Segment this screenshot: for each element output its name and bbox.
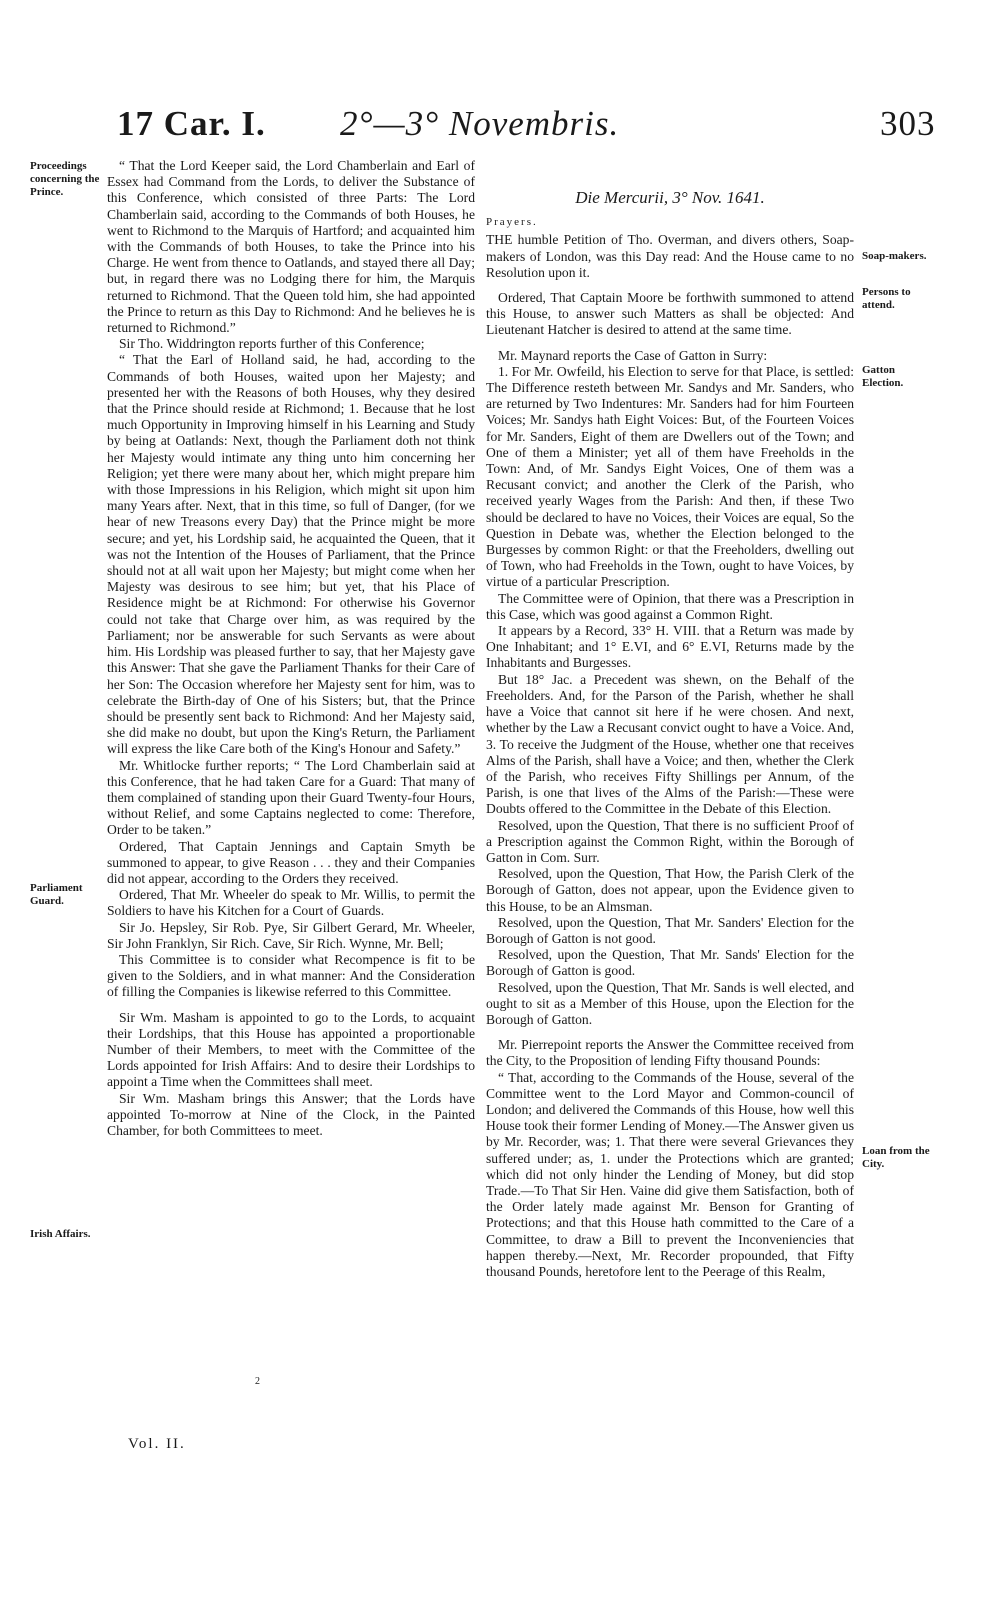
paragraph: Resolved, upon the Question, That Mr. Sands' Election for the Borough of Gatton is good. — [486, 947, 854, 979]
paragraph: “ That the Earl of Holland said, he had, according to the Commands of both Houses, waited upon her Majesty; and presented her with the Reasons of both Houses, why they desired that the Prince should reside at Richmond; 1. Because that he lost much Opportunity in Improving himself in his Learning and Study by being at Oatlands: Next, though the Parliament doth not think her Majesty would intimate any thing unto him concerning her Religion; yet there were many about her, which might prepare him with those Impressions in his Religion, which might sit upon him many Years after. Next, that in this time, so full of Danger, (for we hear of new Treasons every Day) that the Prince might be more secure; and yet, his Lordship said, he acquainted the Queen, that it was not the Intention of the Houses of Parliament, that the Prince should not at all wait upon her Majesty; but might come when her Majesty was desirous to see him; but yet, that his Place of Residence might be at Richmond: For otherwise his Governor could not take that Charge over him, as was required by the Parliament; nor be answerable for such Servants as were about him. His Lordship was pleased further to say, that her Majesty gave this Answer: That she gave the Parliament Thanks for their Care of her Son: The Occasion wherefore her Majesty sent for him, was to celebrate the Birth-day of One of his Sisters; but, that the Prince should be presently sent back to Richmond: And her Majesty said, she did make no doubt, but upon the King's Return, the Parliament will express the like Care both of the King's Honour and Safety.” — [107, 352, 475, 757]
paragraph: Sir Jo. Hepsley, Sir Rob. Pye, Sir Gilbert Gerard, Mr. Wheeler, Sir John Franklyn, Sir Rich. Cave, Sir Rich. Wynne, Mr. Bell; — [107, 919, 475, 951]
paragraph: Resolved, upon the Question, That How, the Parish Clerk of the Borough of Gatton, does not appear, upon the Evidence given to this House, to be an Almsman. — [486, 866, 854, 914]
paragraph: The Committee were of Opinion, that there was a Prescription in this Case, which was good against a Common Right. — [486, 590, 854, 622]
margin-note-proceedings: Proceedings concerning the Prince. — [30, 160, 100, 198]
paragraph: This Committee is to consider what Recompence is fit to be given to the Soldiers, and in what manner: And the Consideration of filling the Companies is likewise referred to this Committee. — [107, 951, 475, 1000]
margin-note-irish-affairs: Irish Affairs. — [30, 1228, 91, 1240]
paragraph: “ That, according to the Commands of the House, several of the Committee went to the Lord Mayor and Common-council of London; and delivered the Commands of this House, how well this House took their former Lending of Money.—The Answer given us by Mr. Recorder, was; 1. That there were several Grievances they suffered under; as, 1. under the Protections which are granted; which did not only hinder the Lending of Money, but did stop Trade.—To That Sir Hen. Vaine did give them Satisfaction, both of the Order lately made against Mr. Benson for Granting of Protections; and that this House hath committed to the Care of a Committee, to draw a Bill to prevent the Inconveniencies that happen thereby.—Next, Mr. Recorder propounded, that Fifty thousand Pounds, heretofore lent to the Peerage of this Realm, — [486, 1069, 854, 1279]
paragraph: Ordered, That Mr. Wheeler do speak to Mr. Willis, to permit the Soldiers to have his Kitchen for a Court of Guards. — [107, 887, 475, 919]
right-column — [486, 176, 854, 1280]
paragraph: Resolved, upon the Question, That Mr. Sands is well elected, and ought to sit as a Member of this House, upon the Election for the Borough of Gatton. — [486, 979, 854, 1027]
paragraph: Ordered, That Captain Moore be forthwith summoned to attend this House, to answer such Matters as shall be objected: And Lieutenant Hatcher is desired to attend at the same time. — [486, 290, 854, 338]
paragraph: Sir Wm. Masham brings this Answer; that the Lords have appointed To-morrow at Nine of the Clock, in the Painted Chamber, for both Committees to meet. — [107, 1090, 475, 1138]
date-heading: Die Mercurii, 3° Nov. 1641. — [575, 188, 765, 207]
paragraph: Resolved, upon the Question, That Mr. Sanders' Election for the Borough of Gatton is not good. — [486, 914, 854, 946]
paragraph: Ordered, That Captain Jennings and Captain Smyth be summoned to appear, to give Reason . . . they and their Companies did not appear, according to the Orders they received. — [107, 838, 475, 886]
margin-note-parliament-guard: Parliament Guard. — [30, 882, 83, 907]
paragraph: Resolved, upon the Question, That there is no sufficient Proof of a Prescription against the Common Right, within the Borough of Gatton in Com. Surr. — [486, 817, 854, 865]
paragraph: Mr. Whitlocke further reports; “ The Lord Chamberlain said at this Conference, that he had taken Care for a Guard: That many of them complained of standing upon their Guard Twenty-four Hours, without Relief, and some Captains neglected to come: Therefore, Order to be taken.” — [107, 757, 475, 838]
paragraph: THE humble Petition of Tho. Overman, and divers others, Soap-makers of London, was this Day read: And the House came to no Resolution upon it. — [486, 232, 854, 280]
left-column — [107, 158, 475, 1139]
margin-note-soap-makers: Soap-makers. — [862, 250, 927, 262]
paragraph: 1. For Mr. Owfeild, his Election to serve for that Place, is settled: The Difference resteth between Mr. Sandys and Mr. Sanders, who are returned by Two Indentures: Mr. Sanders had for him Fourteen Voices; Mr. Sandys hath Eight Voices: But, of the Fourteen Voices for Mr. Sanders, Eight of them are Dwellers out of the Town; and One of them a Minister; yet all of them have Freeholds in the Town: And, of Mr. Sandys Eight Voices, One of them was a Recusant convict; and another the Clerk of the Parish, who received yearly Wages from the Parish: And then, if these Two should be declared to have no Voices, their Voices are equal, So the Question in Debate was, whether the Election belonged to the Burgesses by common Right: or that the Freeholders, dwelling out of Town, who had Freeholds in the Town, ought to have Voices, by virtue of a particular Prescription. — [486, 363, 854, 590]
paragraph: Sir Tho. Widdrington reports further of this Conference; — [119, 336, 425, 352]
paragraph: But 18° Jac. a Precedent was shewn, on the Behalf of the Freeholders. And, for the Parson of the Parish, whether he shall have a Voice that cannot sit here if he were chosen. And next, whether by the Law a Recusant convict ought to have a Voice. And, 3. To receive the Judgment of the House, whether one that receives Alms of the Parish, shall have a Voice; and then, whether the Clerk of the Parish, who receives Fifty Shillings per Annum, of the Parish, is one that lives of the Alms of the Parish:—These were Doubts offered to the Committee in the Debate of this Election. — [486, 671, 854, 817]
paragraph: Sir Wm. Masham is appointed to go to the Lords, to acquaint their Lordships, that this House has appointed a proportionable Number of their Members, to meet with the Committee of the Lords appointed for Irish Affairs: And to desire their Lordships to appoint a Time when the Committees shall meet. — [107, 1009, 475, 1090]
paragraph: It appears by a Record, 33° H. VIII. that a Return was made by One Inhabitant; and 1° E.VI, and 6° E.VI, Returns made by the Inhabitants and Burgesses. — [486, 623, 854, 671]
running-head-left: 17 Car. I. — [117, 104, 266, 143]
signature-mark: 2 — [255, 1376, 260, 1387]
margin-note-persons-to-attend: Persons to attend. — [862, 286, 911, 311]
margin-note-loan-from-city: Loan from the City. — [862, 1145, 930, 1170]
margin-note-gatton-election: Gatton Election. — [862, 364, 904, 389]
page-number: 303 — [880, 104, 936, 143]
paragraph: Mr. Pierrepoint reports the Answer the Committee received from the City, to the Proposition of lending Fifty thousand Pounds: — [486, 1037, 854, 1069]
paragraph: “ That the Lord Keeper said, the Lord Chamberlain and Earl of Essex had Command from the Lords, to deliver the Substance of this Conference, which consisted of three Parts: The Lord Chamberlain said, according to the Commands of both Houses, he went to Richmond to the Marquis of Hartford; and acquainted him with the Commands of both Houses, to take the Prince into his Charge. He went from thence to Oatlands, and stayed there all Day; but, in regard there was no Lodging there for him, the Marquis returned to Richmond. That the Queen told him, she had appointed the Prince to return as this Day to Richmond: And he believes he is returned to Richmond.” — [107, 158, 475, 336]
running-head-center: 2°—3° Novembris. — [340, 104, 620, 143]
prayers-label: Prayers. — [486, 216, 538, 229]
paragraph: Mr. Maynard reports the Case of Gatton in Surry: — [498, 347, 768, 363]
volume-label: Vol. II. — [128, 1436, 186, 1452]
